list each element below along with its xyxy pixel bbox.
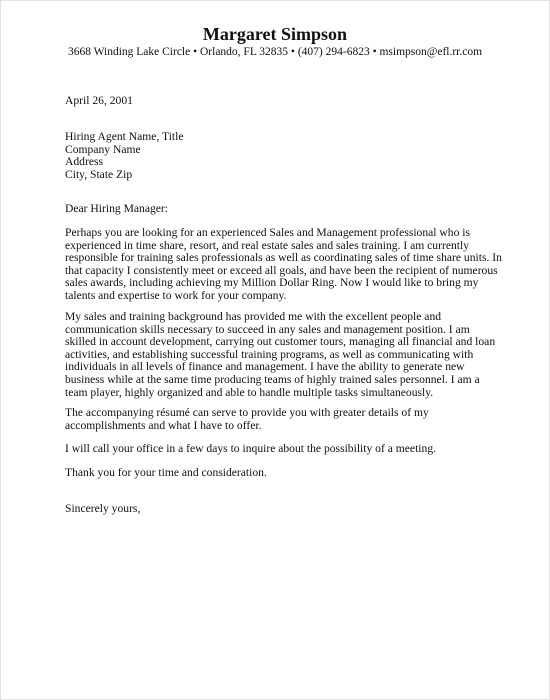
paragraph-line: that capacity I consistently meet or exceed all goals, and have been the recipient of numerous	[65, 263, 498, 277]
recipient-address-block	[65, 131, 475, 181]
paragraph-line: The accompanying résumé can serve to provide you with greater details of my	[65, 406, 429, 419]
paragraph-line: team player, highly organized and able to handle multiple tasks simultaneously.	[65, 385, 434, 399]
paragraph-line: activities, and establishing successful training programs, as well as communicating with	[65, 347, 474, 361]
salutation	[65, 203, 475, 216]
paragraph-line: experienced in time share, resort, and real estate sales and sales training. I am currently	[65, 238, 470, 252]
paragraph-line: My sales and training background has provided me with the excellent people and	[65, 310, 442, 323]
paragraph-followup	[65, 443, 475, 456]
paragraph-line: talents and expertise to work for your company.	[65, 288, 287, 302]
closing-text: Sincerely yours,	[65, 502, 141, 515]
salutation-text: Dear Hiring Manager:	[65, 202, 169, 215]
paragraph-line: Perhaps you are looking for an experienced Sales and Management professional who is	[65, 226, 471, 239]
recipient-city-state-zip: City, State Zip	[65, 167, 133, 181]
paragraph-line: Thank you for your time and consideration.	[65, 466, 267, 479]
paragraph-line: communication skills necessary to succeed in any sales and management position. I am	[65, 322, 470, 336]
paragraph-line: business while at the same time producing teams of highly trained sales personnel. I am a	[65, 372, 480, 386]
date-text: April 26, 2001	[65, 94, 133, 107]
sender-name: Margaret Simpson	[202, 24, 348, 44]
paragraph-line: sales awards, including achieving my Million Dollar Ring. Now I would like to bring my	[65, 276, 479, 290]
paragraph-resume	[65, 407, 475, 432]
paragraph-line: responsible for training sales professionals as well as coordinating sales of time share units. In	[65, 251, 502, 265]
paragraph-line: I will call your office in a few days to inquire about the possibility of a meeting.	[65, 442, 437, 455]
closing	[65, 503, 475, 516]
letter-date	[65, 95, 475, 108]
paragraph-line: skilled in account development, carrying out customer tours, managing all financial and loan	[65, 335, 496, 349]
paragraph-line: accomplishments and what I have to offer.	[65, 418, 262, 432]
sender-contact-line: 3668 Winding Lake Circle • Orlando, FL 32835 • (407) 294-6823 • msimpson@efl.rr.com	[67, 46, 483, 58]
paragraph-background	[65, 310, 496, 399]
recipient-address: Address	[65, 155, 103, 169]
paragraph-thanks	[65, 467, 475, 480]
paragraph-line: individuals in all levels of finance and management. I have the ability to generate new	[65, 360, 465, 374]
recipient-company: Company Name	[65, 142, 141, 156]
paragraph-intro	[65, 226, 502, 303]
recipient-name-title: Hiring Agent Name, Title	[65, 130, 184, 143]
